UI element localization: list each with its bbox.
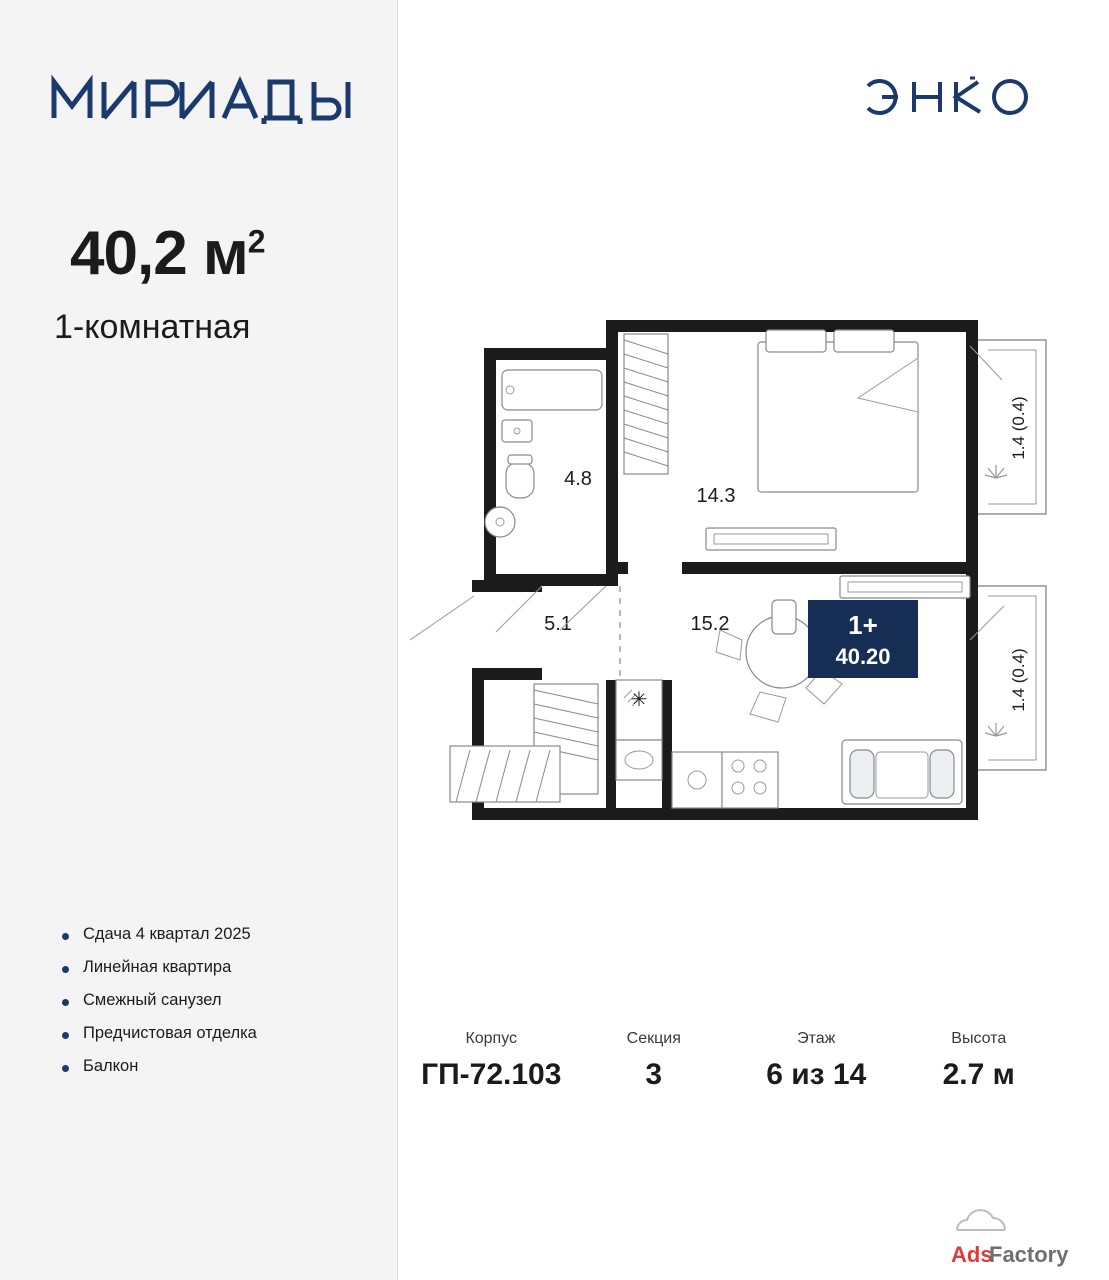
hall-area: 5.1 <box>544 613 572 635</box>
apartment-info-table <box>410 1030 1060 1092</box>
watermark-text-b: Factory <box>989 1242 1069 1267</box>
info-label: Секция <box>626 1030 681 1047</box>
list-item <box>62 1024 382 1043</box>
balcony-bottom-area: 1.4 (0.4) <box>1009 648 1028 712</box>
apartment-area <box>70 218 265 289</box>
feature-label: Линейная квартира <box>83 958 232 976</box>
feature-label: Предчистовая отделка <box>83 1024 257 1042</box>
info-value: 2.7 м <box>942 1058 1015 1091</box>
feature-label: Балкон <box>83 1057 139 1075</box>
bullet-icon <box>62 999 69 1006</box>
info-label: Корпус <box>465 1030 518 1047</box>
info-value: 6 из 14 <box>766 1058 867 1091</box>
info-cell-floor <box>735 1030 898 1092</box>
badge-area: 40.20 <box>835 644 891 669</box>
bullet-icon <box>62 933 69 940</box>
area-number: 40,2 м <box>70 219 248 288</box>
list-item <box>62 1057 382 1076</box>
info-cell-building <box>410 1030 573 1092</box>
info-label: Этаж <box>797 1030 836 1047</box>
left-info-panel <box>0 0 398 1280</box>
living-kitchen-area: 15.2 <box>690 613 730 635</box>
apartment-rooms: 1-комнатная <box>54 308 251 346</box>
feature-label: Сдача 4 квартал 2025 <box>83 925 251 943</box>
info-cell-section <box>573 1030 736 1092</box>
svg-text:✳: ✳ <box>630 689 648 711</box>
brand-logo <box>48 72 378 124</box>
info-cell-height <box>898 1030 1061 1092</box>
bathroom-area: 4.8 <box>564 468 592 490</box>
watermark <box>945 1208 1095 1270</box>
watermark-text-a: Ads <box>951 1242 993 1267</box>
developer-logo <box>862 76 1042 118</box>
balcony-top-area: 1.4 (0.4) <box>1009 396 1028 460</box>
badge-type: 1+ <box>848 610 878 640</box>
list-item <box>62 958 382 977</box>
info-label: Высота <box>951 1030 1007 1047</box>
bullet-icon <box>62 966 69 973</box>
info-value: 3 <box>645 1058 663 1091</box>
bullet-icon <box>62 1032 69 1039</box>
info-value: ГП-72.103 <box>421 1058 562 1091</box>
floor-plan <box>410 300 1050 860</box>
features-list <box>62 925 382 1090</box>
list-item <box>62 991 382 1010</box>
list-item <box>62 925 382 944</box>
bedroom-area: 14.3 <box>696 485 736 507</box>
area-superscript: 2 <box>247 223 265 260</box>
feature-label: Смежный санузел <box>83 991 222 1009</box>
bullet-icon <box>62 1065 69 1072</box>
